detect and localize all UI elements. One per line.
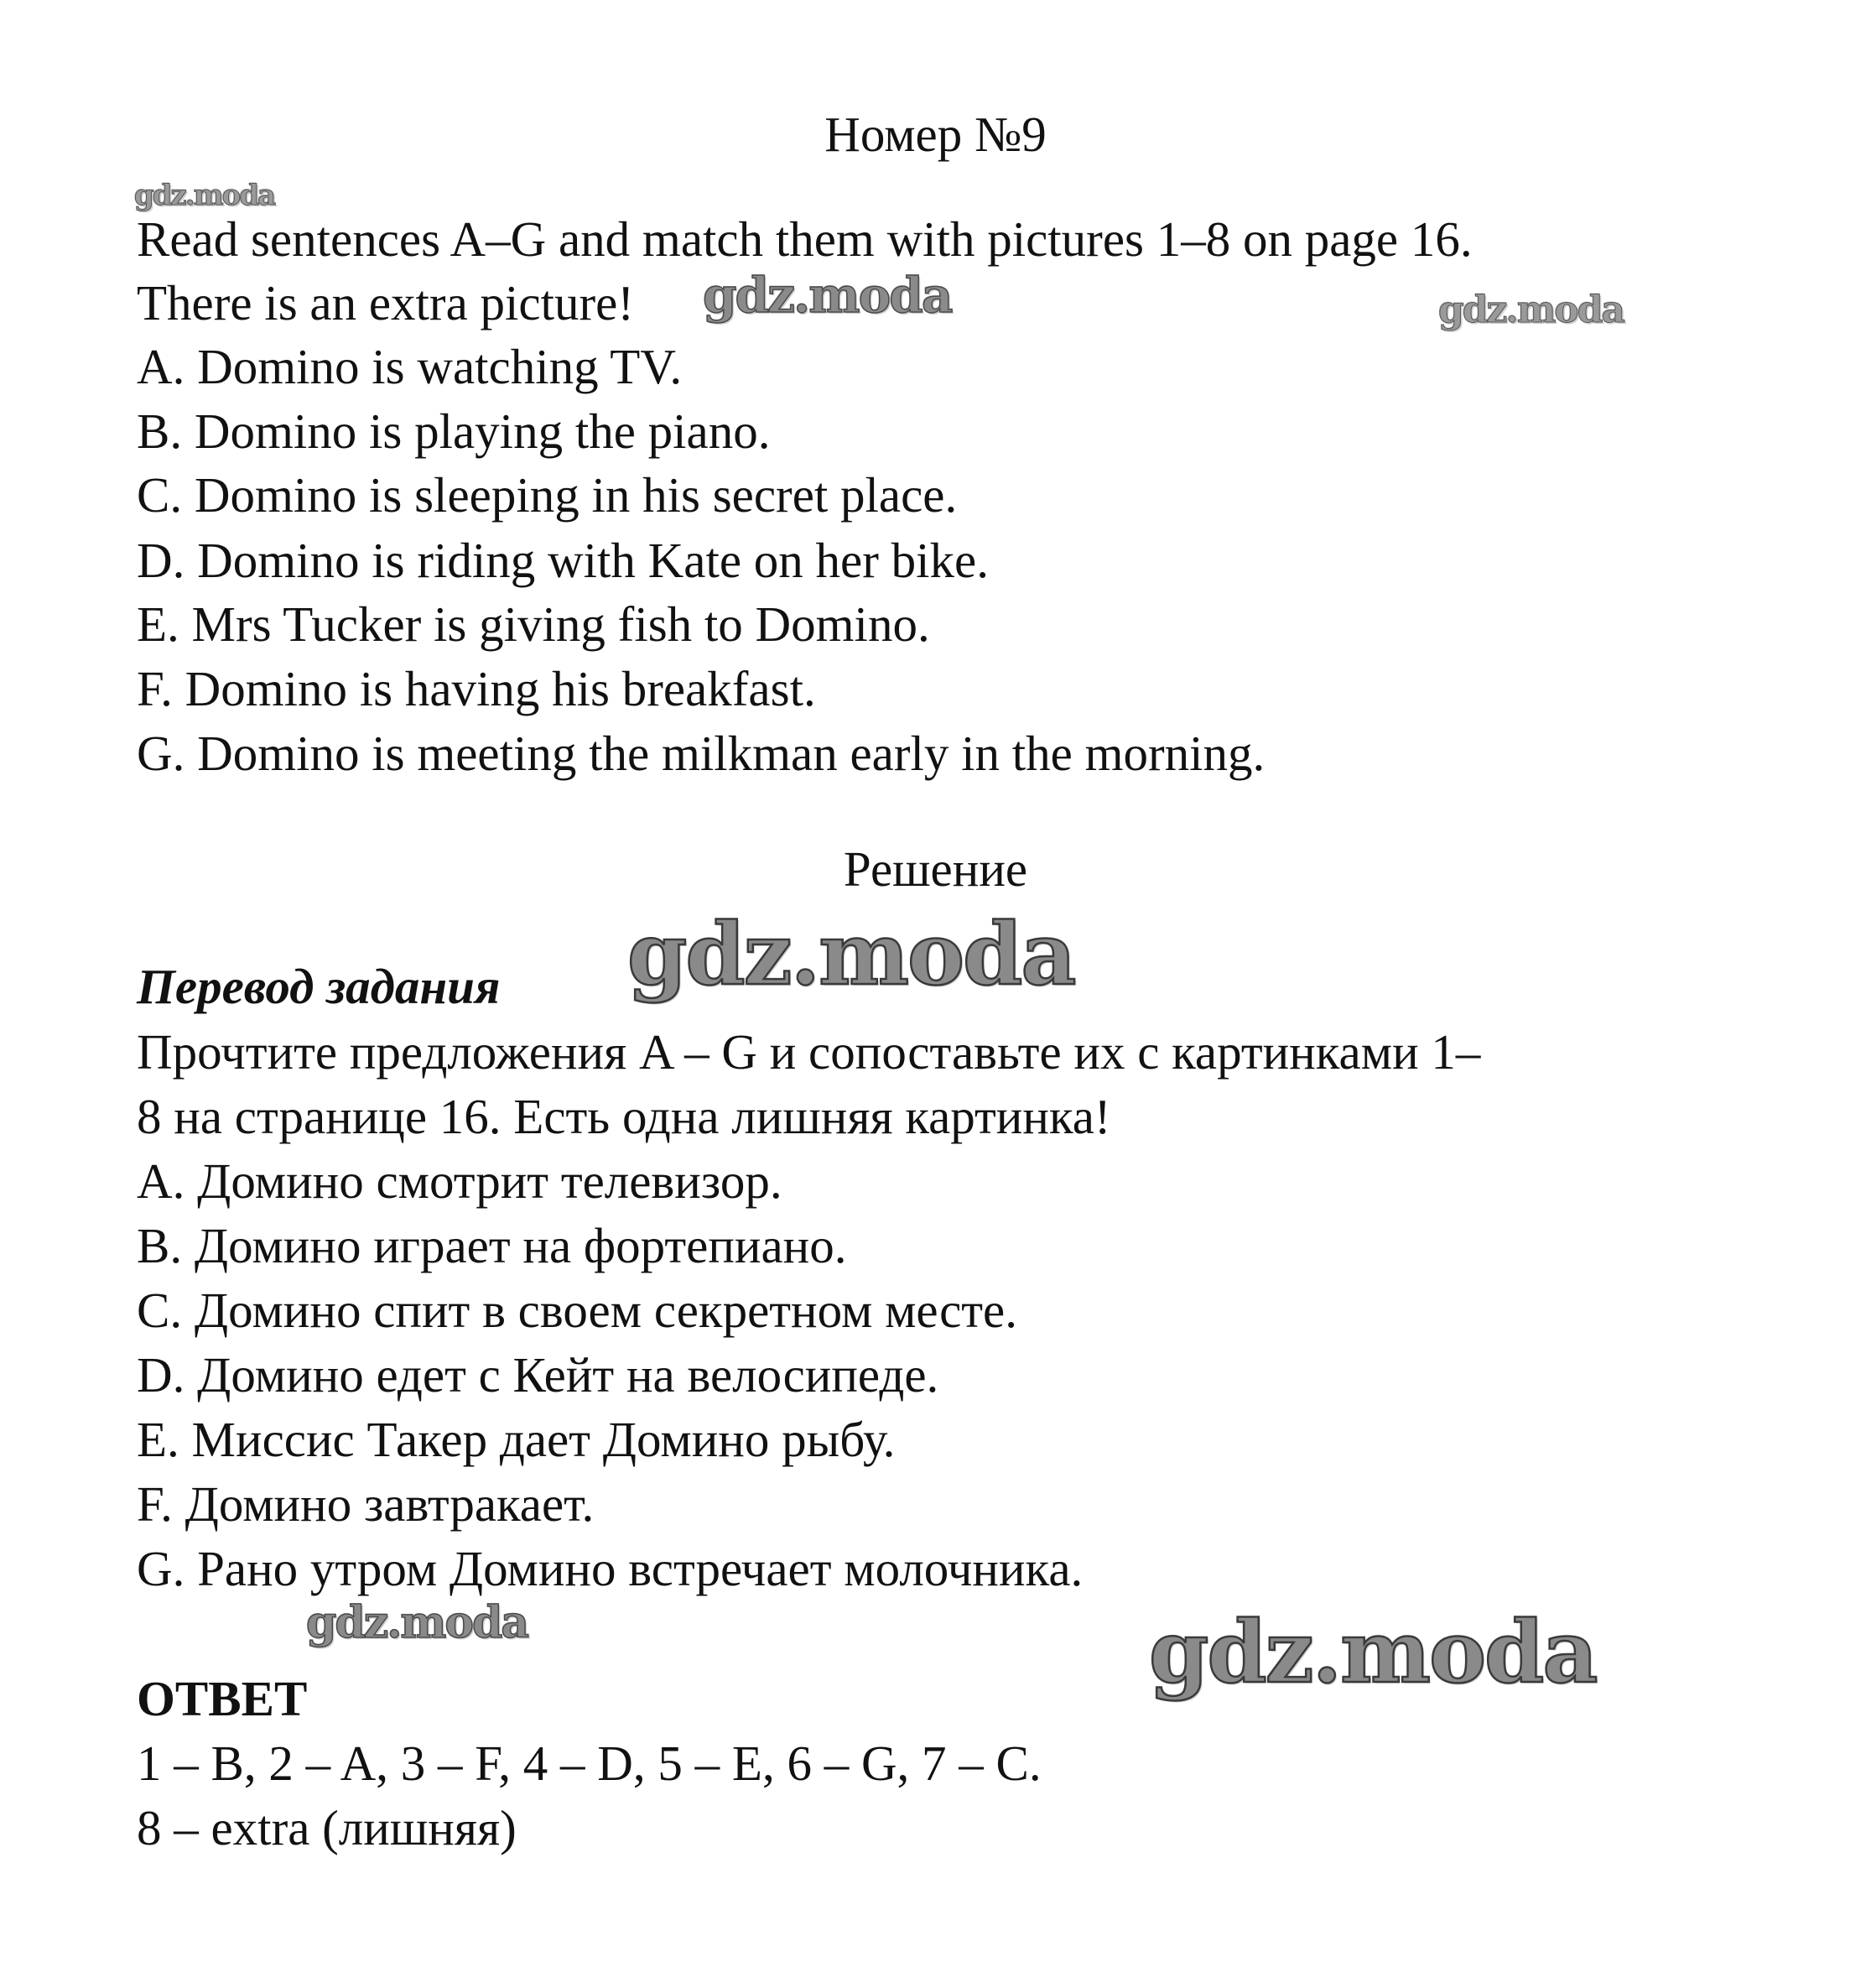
translated-sentence-b: B. Домино играет на фортепиано.	[137, 1218, 847, 1273]
task-sentence-b: B. Domino is playing the piano.	[137, 403, 771, 459]
task-sentence-c: C. Domino is sleeping in his secret place.	[137, 467, 958, 523]
translated-sentence-e: E. Миссис Такер дает Домино рыбу.	[137, 1412, 896, 1467]
translated-sentence-d: D. Домино едет с Кейт на велосипеде.	[137, 1347, 939, 1403]
watermark-4: gdz.moda	[627, 904, 1075, 1005]
translation-instruction-line-2: 8 на странице 16. Есть одна лишняя картинка!	[137, 1089, 1111, 1144]
watermark-1: gdz.moda	[134, 179, 275, 212]
task-instruction-line-1: Read sentences A–G and match them with pictures 1–8 on page 16.	[137, 211, 1473, 267]
translated-sentence-g: G. Рано утром Домино встречает молочника.	[137, 1541, 1084, 1596]
answer-heading: ОТВЕТ	[137, 1671, 308, 1726]
task-sentence-g: G. Domino is meeting the milkman early in the morning.	[137, 726, 1266, 781]
translated-sentence-f: F. Домино завтракает.	[137, 1476, 595, 1532]
watermark-5: gdz.moda	[306, 1597, 528, 1648]
translation-heading: Перевод задания	[137, 959, 501, 1014]
task-sentence-f: F. Domino is having his breakfast.	[137, 661, 816, 716]
task-instruction-line-2: There is an extra picture!	[137, 275, 634, 330]
task-sentence-d: D. Domino is riding with Kate on her bike.	[137, 533, 989, 588]
page-title: Номер №9	[824, 107, 1047, 162]
translated-sentence-a: A. Домино смотрит телевизор.	[137, 1153, 782, 1209]
watermark-2: gdz.moda	[703, 267, 952, 324]
translated-sentence-c: C. Домино спит в своем секретном месте.	[137, 1283, 1017, 1338]
answer-line-1: 1 – B, 2 – A, 3 – F, 4 – D, 5 – E, 6 – G, 7 – C.	[137, 1736, 1042, 1791]
solution-heading: Решение	[843, 841, 1028, 897]
translation-instruction-line-1: Прочтите предложения A – G и сопоставьте их с картинками 1–	[137, 1024, 1481, 1080]
task-sentence-a: A. Domino is watching TV.	[137, 339, 683, 394]
watermark-3: gdz.moda	[1438, 289, 1624, 331]
task-sentence-e: E. Mrs Tucker is giving fish to Domino.	[137, 596, 930, 652]
watermark-6: gdz.moda	[1149, 1602, 1597, 1703]
answer-line-2: 8 – extra (лишняя)	[137, 1800, 517, 1855]
